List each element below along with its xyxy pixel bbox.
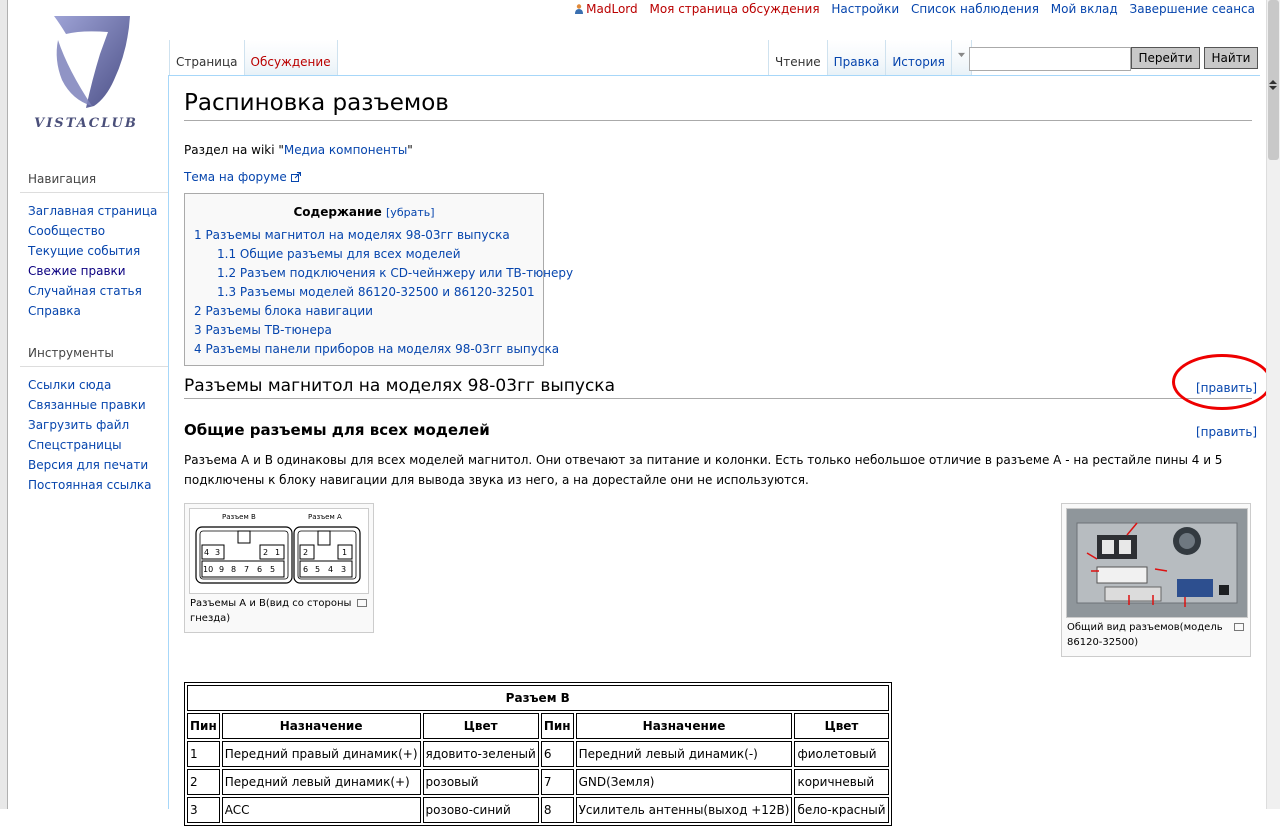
diagram-label-b: Разъем B xyxy=(222,513,256,521)
table-row xyxy=(187,797,889,823)
section-1-1-edit-label: [править] xyxy=(1196,425,1258,439)
diagram-label-a: Разъем A xyxy=(308,513,342,521)
user-icon xyxy=(575,4,583,14)
page-title: Распиновка разъемов xyxy=(184,90,1252,121)
toc-toggle-link[interactable]: [убрать] xyxy=(386,206,435,219)
tab-read[interactable] xyxy=(768,40,828,75)
table-cell: Передний левый динамик(-) xyxy=(576,741,793,767)
sidebar-item-current-events[interactable]: Текущие события xyxy=(28,244,141,258)
table-cell: 8 xyxy=(541,797,574,823)
tab-page-label: Страница xyxy=(176,55,238,69)
thumbnail-connectors-photo xyxy=(1061,503,1251,657)
background-window-edge xyxy=(0,0,8,809)
my-talk-link[interactable]: Моя страница обсуждения xyxy=(649,2,820,16)
thumbnail-right-caption: Общий вид разъемов(модель 86120-32500) xyxy=(1067,622,1223,648)
toc-item-1[interactable]: 1 Разъемы магнитол на моделях 98-03гг выпуска xyxy=(194,228,510,242)
pin-a-6: 6 xyxy=(303,565,309,574)
tab-history[interactable] xyxy=(886,40,952,75)
scroll-grip-icon xyxy=(1269,80,1277,90)
sidebar-item-related-changes[interactable]: Связанные правки xyxy=(28,398,146,412)
connector-pinout-diagram xyxy=(190,509,370,595)
table-row xyxy=(187,741,889,767)
toc-title: Содержание xyxy=(293,205,382,219)
content-border xyxy=(168,75,169,809)
table-of-contents xyxy=(184,193,574,366)
pin-b-3: 3 xyxy=(215,548,221,557)
pin-b-5: 5 xyxy=(270,565,276,574)
col-header-pin: Пин xyxy=(541,713,574,739)
col-header-color: Цвет xyxy=(423,713,539,739)
pin-b-10: 10 xyxy=(203,565,214,574)
toc-item-2[interactable]: 2 Разъемы блока навигации xyxy=(194,304,373,318)
pin-a-1: 1 xyxy=(342,548,348,557)
external-link-icon xyxy=(291,172,301,182)
tab-read-label: Чтение xyxy=(775,55,821,69)
tab-discussion[interactable] xyxy=(245,40,338,75)
sidebar-navigation xyxy=(20,172,168,321)
sidebar-item-special-pages[interactable]: Спецстраницы xyxy=(28,438,122,452)
sidebar-item-help[interactable]: Справка xyxy=(28,304,81,318)
section-heading-1-1: Общие разъемы для всех моделей xyxy=(184,421,490,439)
table-cell: ядовито-зеленый xyxy=(423,741,539,767)
pin-b-9: 9 xyxy=(219,565,225,574)
media-components-link[interactable]: Медиа компоненты xyxy=(283,143,408,157)
enlarge-icon[interactable] xyxy=(1234,623,1244,631)
connectors-diagram-image[interactable] xyxy=(189,508,369,594)
sidebar-item-main-page[interactable]: Заглавная страница xyxy=(28,204,158,218)
pin-a-4: 4 xyxy=(328,565,334,574)
sidebar-item-community[interactable]: Сообщество xyxy=(28,224,106,238)
table-cell: 7 xyxy=(541,769,574,795)
pin-b-8: 8 xyxy=(231,565,237,574)
pin-a-2: 2 xyxy=(303,548,309,557)
table-cell: Передний левый динамик(+) xyxy=(222,769,421,795)
table-cell: ACC xyxy=(222,797,421,823)
tab-discussion-label: Обсуждение xyxy=(250,55,331,69)
col-header-purpose: Назначение xyxy=(576,713,793,739)
table-cell: 1 xyxy=(187,741,220,767)
section-1-title: Разъемы магнитол на моделях 98-03гг выпуска xyxy=(184,376,615,396)
contributions-link[interactable]: Мой вклад xyxy=(1050,2,1118,16)
intro-prefix: Раздел на wiki " xyxy=(184,143,284,157)
table-header-row xyxy=(187,713,889,739)
col-header-color: Цвет xyxy=(794,713,888,739)
toc-header xyxy=(185,205,543,219)
table-cell: Усилитель антенны(выход +12В) xyxy=(576,797,793,823)
settings-link[interactable]: Настройки xyxy=(831,2,900,16)
section-1-1-edit-link[interactable] xyxy=(1196,425,1257,439)
find-button[interactable]: Найти xyxy=(1204,47,1258,69)
tab-edit-label: Правка xyxy=(833,55,880,69)
forum-link[interactable]: Тема на форуме xyxy=(184,170,287,184)
intro-paragraph xyxy=(184,143,413,157)
table-cell: Передний правый динамик(+) xyxy=(222,741,421,767)
vertical-scrollbar[interactable] xyxy=(1266,0,1280,809)
section-1-1-text: Разъема А и В одинаковы для всех моделей магнитол. Они отвечают за питание и колонки. Есть только небольшое отличие в разъеме А - на рестайле пины 4 и 5 подключены к блоку навигации для вывода звука из него, а на дорестайле они не используются. xyxy=(184,453,1223,487)
pin-b-6: 6 xyxy=(257,565,263,574)
table-cell: GND(Земля) xyxy=(576,769,793,795)
sidebar-nav-heading: Навигация xyxy=(20,172,168,193)
pin-a-3: 3 xyxy=(341,565,347,574)
toc-item-1-3[interactable]: 1.3 Разъемы моделей 86120-32500 и 86120-32501 xyxy=(217,285,535,299)
table-cell: 3 xyxy=(187,797,220,823)
sidebar-item-permalink[interactable]: Постоянная ссылка xyxy=(28,478,152,492)
table-cell: 2 xyxy=(187,769,220,795)
user-link[interactable]: MadLord xyxy=(586,2,638,16)
sidebar-tools-heading: Инструменты xyxy=(20,346,168,367)
toc-item-1-1[interactable]: 1.1 Общие разъемы для всех моделей xyxy=(217,247,461,261)
view-tabs xyxy=(768,40,972,75)
table-cell: фиолетовый xyxy=(794,741,888,767)
sidebar-item-printable[interactable]: Версия для печати xyxy=(28,458,149,472)
intro-suffix: " xyxy=(407,143,413,157)
tab-page[interactable] xyxy=(169,40,245,75)
pin-b-1: 1 xyxy=(275,548,281,557)
logo-text: VISTACLUB xyxy=(34,116,138,131)
table-cell: 6 xyxy=(541,741,574,767)
namespace-tabs xyxy=(169,40,338,75)
pin-b-4: 4 xyxy=(204,548,210,557)
section-1-edit-label: [править] xyxy=(1196,381,1258,395)
table-cell: бело-красный xyxy=(794,797,888,823)
watchlist-link[interactable]: Список наблюдения xyxy=(910,2,1039,16)
logout-link[interactable]: Завершение сеанса xyxy=(1129,2,1255,16)
toc-item-4[interactable]: 4 Разъемы панели приборов на моделях 98-03гг выпуска xyxy=(194,342,560,356)
table-cell: коричневый xyxy=(794,769,888,795)
tabs-baseline xyxy=(168,75,1260,76)
table-caption: Разъем В xyxy=(187,685,889,711)
radio-unit-photo xyxy=(1067,509,1247,617)
sidebar-item-what-links-here[interactable]: Ссылки сюда xyxy=(28,378,112,392)
sidebar-tools xyxy=(20,346,168,495)
go-button[interactable]: Перейти xyxy=(1131,47,1200,69)
col-header-purpose: Назначение xyxy=(222,713,421,739)
search-input[interactable] xyxy=(969,47,1131,71)
pin-b-7: 7 xyxy=(244,565,250,574)
enlarge-icon[interactable] xyxy=(357,599,367,607)
personal-tools xyxy=(575,2,1255,16)
toc-item-3[interactable]: 3 Разъемы ТВ-тюнера xyxy=(194,323,332,337)
tab-history-label: История xyxy=(892,55,945,69)
table-cell: розовый xyxy=(423,769,539,795)
section-heading-1 xyxy=(184,376,1252,399)
highlight-annotation-circle xyxy=(1172,354,1272,410)
col-header-pin: Пин xyxy=(187,713,220,739)
thumbnail-connectors-diagram xyxy=(184,503,374,633)
connector-b-table xyxy=(184,682,892,826)
toc-item-1-2[interactable]: 1.2 Разъем подключения к CD-чейнжеру или ТВ-тюнеру xyxy=(217,266,574,280)
sidebar-item-upload-file[interactable]: Загрузить файл xyxy=(28,418,130,432)
forum-paragraph xyxy=(184,170,301,184)
tab-edit[interactable] xyxy=(828,40,887,75)
pin-b-2: 2 xyxy=(263,548,269,557)
table-row xyxy=(187,769,889,795)
thumbnail-left-caption: Разъемы А и В(вид со стороны гнезда) xyxy=(190,598,352,624)
sidebar-item-recent-changes[interactable]: Свежие правки xyxy=(28,264,126,278)
content-area xyxy=(184,90,1252,121)
pin-a-5: 5 xyxy=(315,565,321,574)
sidebar-item-random-article[interactable]: Случайная статья xyxy=(28,284,142,298)
connectors-photo-image[interactable] xyxy=(1066,508,1248,618)
table-cell: розово-синий xyxy=(423,797,539,823)
chevron-down-icon xyxy=(958,52,965,58)
